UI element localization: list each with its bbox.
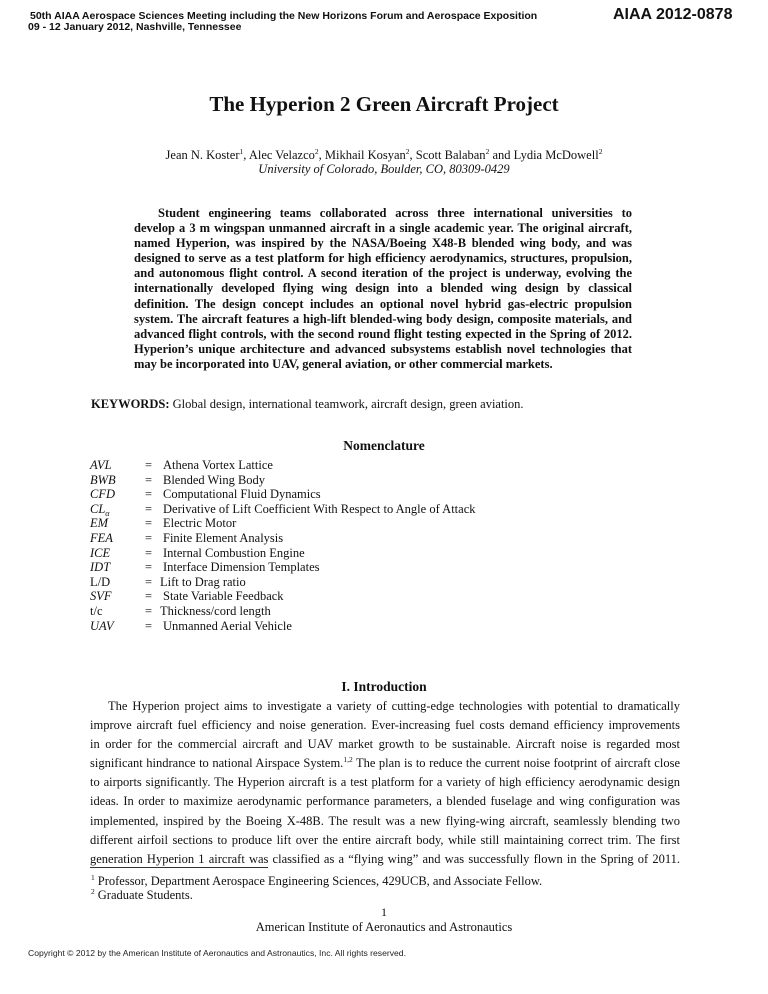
nomenclature-heading: Nomenclature (343, 438, 425, 453)
author-affiliation: University of Colorado, Boulder, CO, 80309-0429 (258, 162, 510, 176)
author-separator: and (489, 148, 514, 162)
paper-number: AIAA 2012-0878 (613, 6, 733, 23)
abstract-line: designed to serve as a test platform for high efficiency aerodynamics, structures, propulsion, (134, 251, 632, 266)
paragraph-line: in order for the commercial aircraft and UAV market growth to be sustainable. Aircraft noise is regarded most (90, 737, 680, 752)
footnote-mark: 2 (91, 887, 95, 896)
nomenclature-definition: Lift to Drag ratio (160, 574, 246, 589)
footnote (91, 888, 193, 903)
nomenclature-definition: Unmanned Aerial Vehicle (163, 618, 292, 633)
paragraph-text: significant hindrance to national Airspace System. (90, 756, 344, 771)
nomenclature-equals: = (145, 604, 153, 618)
nomenclature-abbr: UAV (90, 618, 114, 633)
author: Mikhail Kosyan (324, 148, 406, 162)
paragraph-line: ideas. In order to maximize aerodynamic performance parameters, a blended fuselage and wing configuration was (90, 794, 680, 809)
author-mark: 2 (485, 147, 490, 156)
nomenclature-abbr: L/D (90, 574, 111, 589)
nomenclature-abbr: IDT (90, 560, 111, 575)
abstract-line: Student engineering teams collaborated across three international universities to (158, 206, 632, 220)
nomenclature-abbr: BWB (90, 472, 116, 487)
nomenclature-equals: = (145, 516, 153, 531)
nomenclature-equals: = (145, 458, 153, 472)
nomenclature-abbr: EM (90, 516, 109, 531)
abstract (134, 206, 632, 372)
copyright-notice: Copyright © 2012 by the American Institute of Aeronautics and Astronautics, Inc. All rights reserved. (28, 948, 406, 958)
paragraph-line: generation Hyperion 1 aircraft was classified as a “flying wing” and was successfully flown in the Spring of 2011. (90, 851, 680, 866)
nomenclature-definition: Interface Dimension Templates (163, 560, 320, 575)
paragraph-line (90, 754, 680, 773)
abstract-line: may be incorporated into UAV, general aviation, or other commercial markets. (134, 356, 553, 371)
paragraph-line: The Hyperion project aims to investigate a variety of cutting-edge technologies with potential to dramatically (108, 699, 680, 713)
author-mark: 2 (314, 147, 319, 156)
nomenclature-definition: Thickness/cord length (160, 604, 271, 618)
nomenclature-equals: = (145, 487, 153, 502)
nomenclature-definition: Internal Combustion Engine (163, 545, 305, 560)
publisher-name: American Institute of Aeronautics and Astronautics (255, 920, 513, 934)
footnote (91, 874, 542, 889)
nomenclature-definition: Finite Element Analysis (163, 531, 284, 545)
keywords (91, 397, 524, 412)
nomenclature-definition: State Variable Feedback (163, 589, 284, 604)
nomenclature-abbr: SVF (90, 589, 112, 604)
footnote-text: Graduate Students. (97, 888, 193, 902)
author-mark: 2 (405, 147, 410, 156)
abstract-line: system. The aircraft features a high-lift blended-wing body design, composite materials, and (134, 311, 632, 326)
nomenclature-equals: = (145, 472, 153, 487)
keywords-text: Global design, international teamwork, aircraft design, green aviation. (172, 397, 524, 411)
author-separator: , (409, 148, 416, 162)
paper-title: The Hyperion 2 Green Aircraft Project (209, 92, 559, 116)
nomenclature-abbr: FEA (90, 531, 113, 545)
abstract-line: develop a 3 m wingspan unmanned aircraft in a single academic year. The original aircraft, (134, 221, 632, 236)
nomenclature-abbr: CFD (90, 487, 115, 502)
paragraph-text: The plan is to reduce the current noise footprint of aircraft close (352, 756, 680, 771)
conference-date-location: 09 - 12 January 2012, Nashville, Tennessee (28, 21, 242, 33)
nomenclature-abbr: t/c (90, 604, 103, 618)
nomenclature-abbr-base: CL (90, 501, 106, 516)
author-separator: , (318, 148, 325, 162)
keywords-label: KEYWORDS: (91, 397, 170, 411)
nomenclature-abbr-subscript: α (105, 508, 110, 518)
paragraph-line: implemented, inspired by the Boeing X-48B. The result was a new flying-wing aircraft, seamlessly blending two (90, 813, 680, 828)
nomenclature-abbr: ICE (90, 545, 111, 560)
nomenclature-definition: Derivative of Lift Coefficient With Respect to Angle of Attack (163, 501, 476, 516)
paragraph-line: improve aircraft fuel efficiency and noise generation. Ever-increasing fuel costs demand efficiency improvements (90, 718, 680, 733)
citation-mark: 1,2 (343, 755, 353, 765)
author-mark: 2 (598, 147, 603, 156)
abstract-line: definition. The design concept includes an optional novel hybrid gas-electric propulsion (134, 296, 632, 311)
nomenclature-equals: = (145, 501, 153, 516)
introduction-paragraph (90, 697, 680, 869)
nomenclature-equals: = (145, 589, 153, 604)
nomenclature-definition: Electric Motor (163, 516, 237, 531)
author-mark: 1 (239, 147, 244, 156)
abstract-line: and autonomous flight control. A second iteration of the project is underway, evolving the (134, 266, 632, 281)
footnote-mark: 1 (91, 873, 95, 882)
author: Scott Balaban (415, 148, 486, 162)
nomenclature-equals: = (145, 618, 153, 633)
nomenclature-definition: Computational Fluid Dynamics (163, 487, 321, 502)
author: Lydia McDowell (513, 148, 599, 162)
nomenclature-abbr (90, 502, 110, 517)
nomenclature-definition: Blended Wing Body (163, 472, 266, 487)
author: Jean N. Koster (165, 148, 240, 162)
paragraph-line: to airports significantly. The Hyperion aircraft is a test platform for a variety of high efficiency aerodynamic design (90, 775, 680, 790)
nomenclature-equals: = (145, 574, 153, 589)
abstract-line: advanced flight controls, with the second round flight testing expected in the Spring of 2012. (134, 326, 632, 341)
author-separator: , (243, 148, 249, 162)
author-list (0, 148, 768, 163)
nomenclature-definition: Athena Vortex Lattice (163, 458, 273, 472)
footnote-text: Professor, Department Aerospace Engineering Sciences, 429UCB, and Associate Fellow. (97, 874, 543, 888)
nomenclature-equals: = (145, 545, 153, 560)
author: Alec Velazco (248, 148, 315, 162)
abstract-line: internationally developed flying wing design into a blended wing design by classical (134, 281, 632, 296)
paragraph-line: different airfoil sections to produce lift over the entire aircraft body, while still maintaining correct trim. The first (90, 832, 680, 847)
section-heading-introduction: I. Introduction (341, 679, 427, 694)
conference-name: 50th AIAA Aerospace Sciences Meeting including the New Horizons Forum and Aerospace Exposition (30, 10, 538, 22)
nomenclature-abbr: AVL (90, 458, 112, 472)
page-number: 1 (381, 905, 387, 919)
footnote-divider (90, 867, 268, 868)
nomenclature-equals: = (145, 531, 153, 545)
nomenclature-equals: = (145, 560, 153, 575)
abstract-line: Hyperion’s unique architecture and advanced subsystems establish novel technologies that (134, 341, 632, 356)
abstract-line: named Hyperion, was inspired by the NASA/Boeing X48-B blended wing body, and was (134, 236, 632, 251)
